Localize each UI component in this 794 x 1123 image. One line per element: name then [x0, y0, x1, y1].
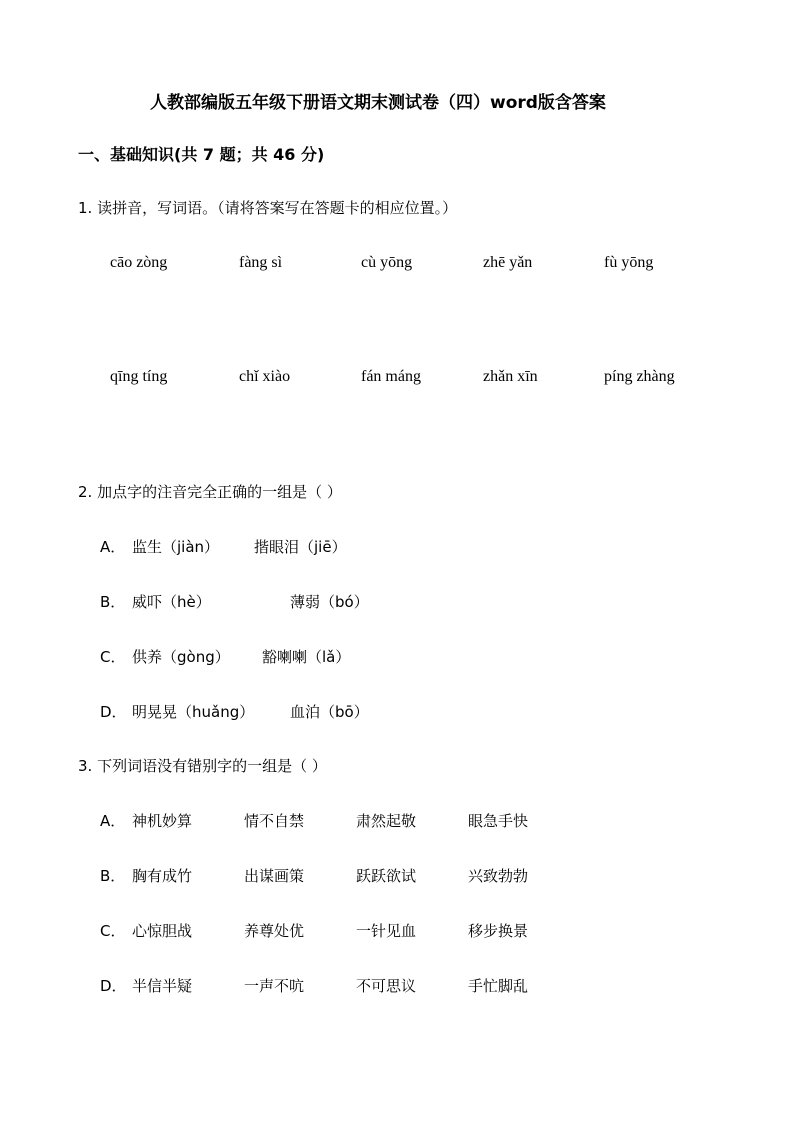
option-word: 心惊胆战 [132, 922, 193, 940]
pinyin-item: fán máng [361, 368, 421, 385]
option-word: 兴致勃勃 [468, 867, 529, 885]
pinyin-item: chǐ xiào [239, 368, 291, 385]
option-item: 供养（gòng） [132, 648, 230, 666]
option-label: D． [100, 703, 127, 721]
option-word: 移步换景 [468, 922, 529, 940]
option-word: 手忙脚乱 [468, 977, 529, 995]
option-label: D． [100, 977, 127, 995]
option-label: A． [100, 538, 126, 556]
option-word: 情不自禁 [244, 812, 305, 830]
option-word: 神机妙算 [132, 812, 193, 830]
pinyin-item: píng zhàng [604, 368, 675, 385]
question-1-stem: 1. 读拼音，写词语。（请将答案写在答题卡的相应位置。） [78, 199, 458, 217]
option-word: 胸有成竹 [132, 867, 193, 885]
option-item: 监生（jiàn） [132, 538, 220, 556]
option-word: 半信半疑 [132, 977, 193, 995]
option-item: 明晃晃（huǎng） [132, 703, 255, 721]
option-word: 一针见血 [356, 922, 417, 940]
option-word: 跃跃欲试 [356, 867, 417, 885]
option-word: 一声不吭 [244, 977, 305, 995]
pinyin-item: cāo zòng [110, 254, 168, 271]
option-label: C． [100, 922, 126, 940]
option-item: 豁喇喇（lǎ） [262, 648, 351, 666]
page-title: 人教部编版五年级下册语文期末测试卷（四）word版含答案 [150, 93, 606, 113]
option-word: 出谋画策 [244, 867, 305, 885]
option-label: B． [100, 593, 126, 611]
option-item: 威吓（hè） [132, 593, 211, 611]
question-2-stem: 2. 加点字的注音完全正确的一组是（ ） [78, 483, 342, 501]
option-word: 不可思议 [356, 977, 417, 995]
pinyin-item: fù yōng [604, 254, 654, 271]
option-word: 养尊处优 [244, 922, 305, 940]
option-item: 血泊（bō） [290, 703, 369, 721]
pinyin-item: qīng tíng [110, 368, 168, 385]
option-item: 薄弱（bó） [290, 593, 369, 611]
section-heading-basic-knowledge: 一、基础知识(共 7 题；共 46 分) [78, 145, 325, 164]
pinyin-item: zhǎn xīn [483, 368, 538, 385]
question-3-stem: 3. 下列词语没有错别字的一组是（ ） [78, 757, 327, 775]
option-word: 肃然起敬 [356, 812, 417, 830]
option-label: B． [100, 867, 126, 885]
option-label: C． [100, 648, 126, 666]
option-item: 揩眼泪（jiē） [254, 538, 347, 556]
option-word: 眼急手快 [468, 812, 529, 830]
pinyin-item: zhē yǎn [483, 254, 533, 271]
pinyin-item: fàng sì [239, 254, 283, 271]
option-label: A． [100, 812, 126, 830]
pinyin-item: cù yōng [361, 254, 413, 271]
